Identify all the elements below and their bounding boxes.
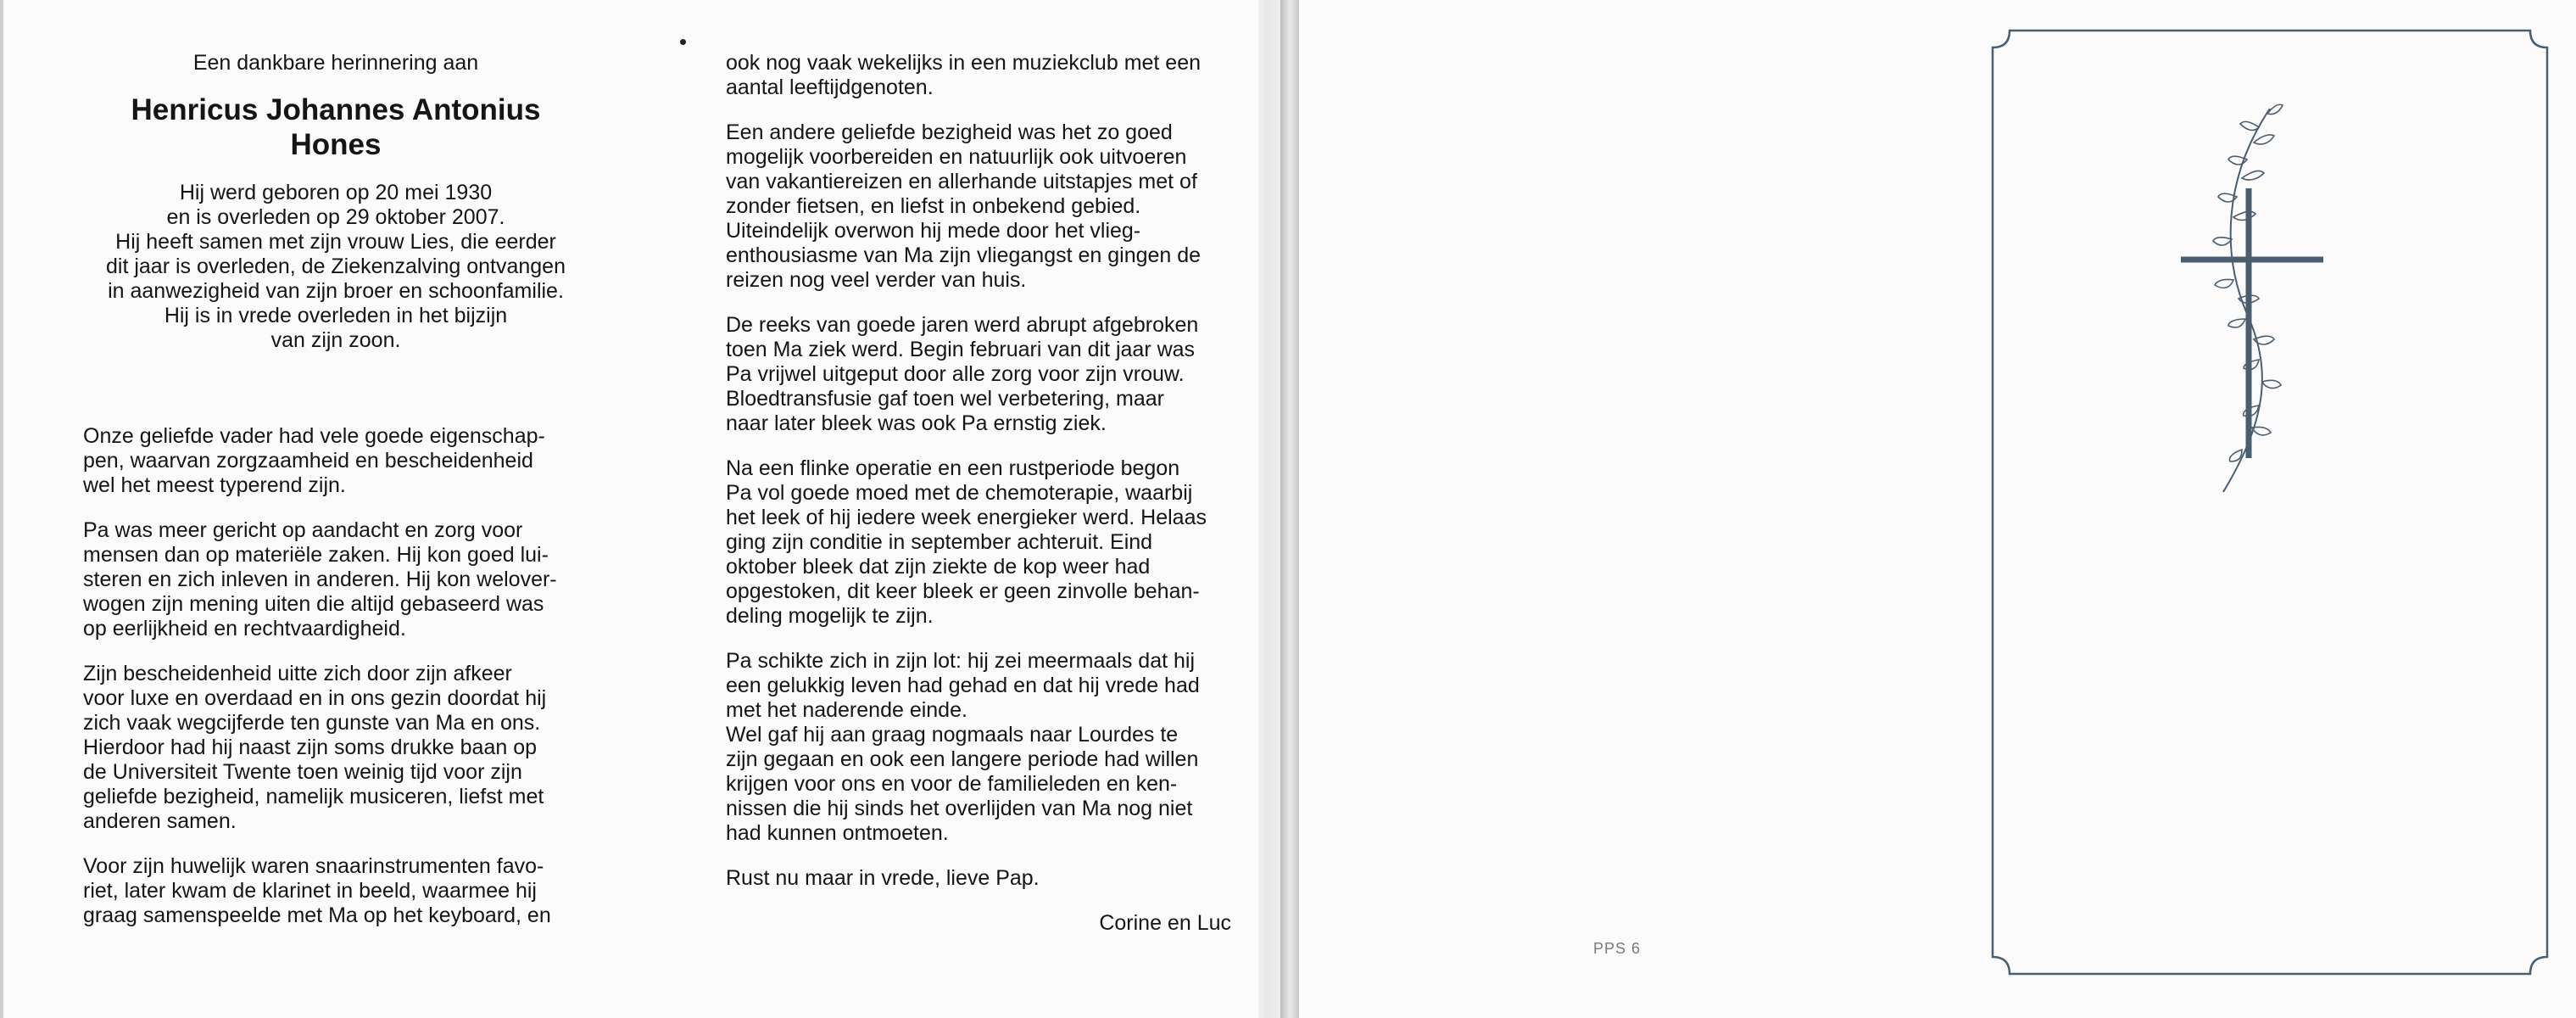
signature: Corine en Luc [1099, 911, 1231, 935]
card-inner-spread [0, 0, 1280, 1018]
card-back-cover [1297, 0, 2576, 1018]
right-paragraph: De reeks van goede jaren werd abrupt afgebroken toen Ma ziek werd. Begin februari van dit jaar was Pa vrijwel uitgeput door alle zorg voor zijn vrouw. Bloedtransfusie gaf toen wel verbetering, maar naar later bleek was ook Pa ernstig ziek. [726, 313, 1199, 435]
binding-gutter [1280, 0, 1297, 1018]
right-paragraph: Een andere geliefde bezigheid was het zo goed mogelijk voorbereiden en natuurlijk ook uitvoeren van vakantiereizen en allerhande uitstapjes met of zonder fietsen, en liefst in onbekend gebied. Uiteindelijk overwon hij mede door het vlieg- enthousiasme van Ma zijn vliegangst en gingen de reizen nog veel verder van huis. [726, 120, 1202, 292]
print-code: PPS 6 [1593, 940, 1642, 957]
intro-line: Een dankbare herinnering aan [192, 51, 479, 75]
cross-with-olive-branch-icon [1299, 0, 2576, 1018]
left-paragraph: Zijn bescheidenheid uitte zich door zijn afkeer voor luxe en overdaad en in ons gezin doordat hij zich vaak wegcijferde ten gunste van Ma en ons. Hierdoor had hij naast zijn soms drukke baan op de Universiteit Twente toen weinig tijd voor zijn geliefde bezigheid, namelijk musiceren, liefst met anderen samen. [83, 662, 547, 833]
life-summary: Hij werd geboren op 20 mei 1930 en is overleden op 29 oktober 2007. Hij heeft samen met zijn vrouw Lies, die eerder dit jaar is overleden, de Ziekenzalving ontvangen in aanwezigheid van zijn broer en schoonfamilie. Hij is in vrede overleden in het bijzijn van zijn zoon. [105, 181, 566, 352]
page-edge [1258, 0, 1280, 1018]
right-text-column [726, 51, 1231, 956]
left-paragraph: Onze geliefde vader had vele goede eigenschap- pen, waarvan zorgzaamheid en bescheidenheid wel het meest typerend zijn. [83, 424, 545, 497]
deceased-name: Henricus Johannes Antonius Hones [131, 93, 541, 161]
left-paragraph: Voor zijn huwelijk waren snaarinstrumenten favo- riet, later kwam de klarinet in beeld, waarmee hij graag samenspeelde met Ma op het keyboard, en [83, 854, 551, 927]
right-paragraph: Na een flinke operatie en een rustperiode begon Pa vol goede moed met de chemoterapie, waarbij het leek of hij iedere week energieker werd. Helaas ging zijn conditie in september achteruit. Eind oktober bleek dat zijn ziekte de kop weer had opgestoken, dit keer bleek er geen zinvolle behan- deling mogelijk te zijn. [726, 456, 1207, 628]
left-text-column [83, 51, 588, 948]
right-paragraph: ook nog vaak wekelijks in een muziekclub met een aantal leeftijdgenoten. [726, 51, 1202, 99]
print-speck [680, 39, 686, 45]
right-paragraph: Rust nu maar in vrede, lieve Pap. [726, 866, 1040, 890]
left-paragraph: Pa was meer gericht op aandacht en zorg voor mensen dan op materiële zaken. Hij kon goed lui- steren en zich inleven in anderen. Hij kon welover- wogen zijn mening uiten die altijd gebaseerd was op eerlijkheid en rechtvaardigheid. [83, 518, 557, 640]
right-paragraph: Pa schikte zich in zijn lot: hij zei meermaals dat hij een gelukkig leven had gehad en dat hij vrede had met het naderende einde. Wel gaf hij aan graag nogmaals naar Lourdes te zijn gegaan en ook een langere periode had willen krijgen voor ons en voor de familieleden en ken- nissen die hij sinds het overlijden van Ma nog niet had kunnen ontmoeten. [726, 649, 1200, 845]
